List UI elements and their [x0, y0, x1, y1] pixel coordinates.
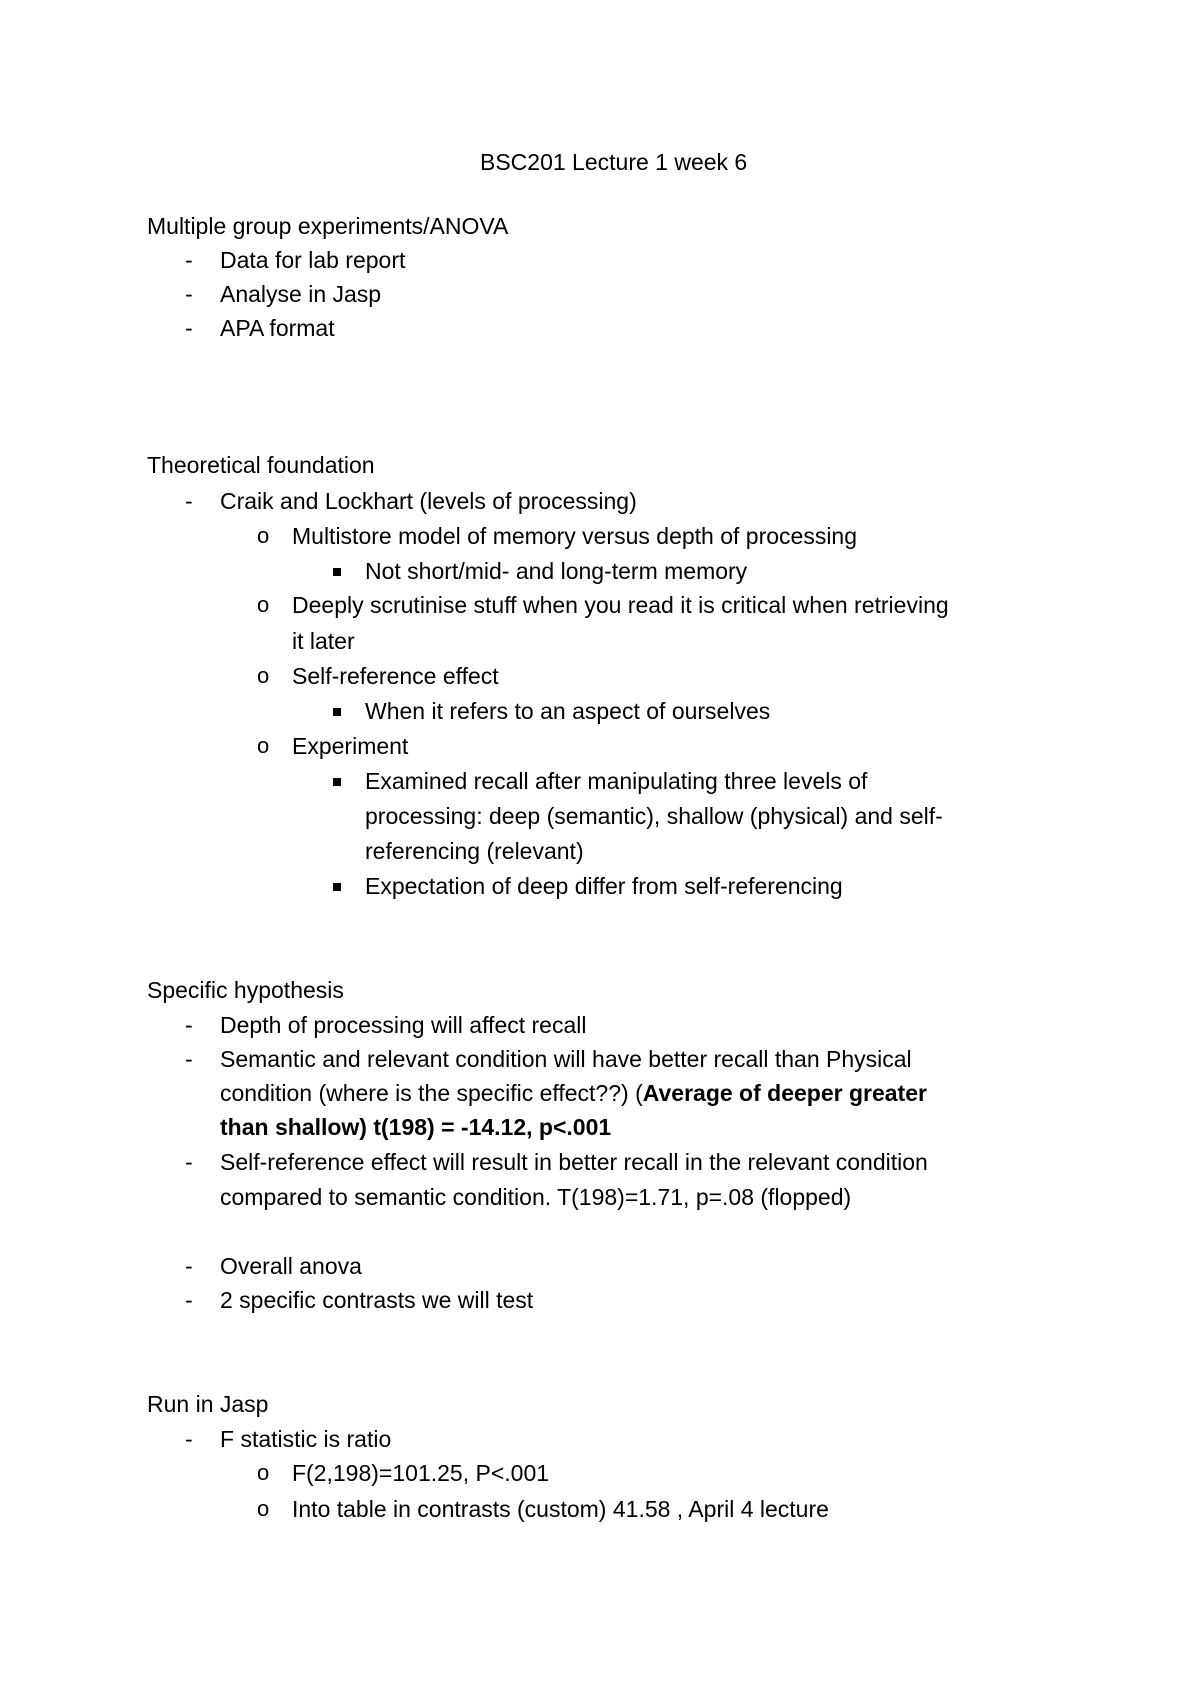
list-item: Data for lab report — [220, 247, 406, 273]
section-heading-jasp: Run in Jasp — [147, 1391, 269, 1417]
circle-bullet: o — [257, 523, 270, 548]
page-title: BSC201 Lecture 1 week 6 — [480, 149, 748, 175]
circle-bullet: o — [257, 663, 270, 688]
sub-list-item: Self-reference effect — [292, 663, 499, 689]
square-bullet — [333, 554, 341, 588]
list-item: 2 specific contrasts we will test — [220, 1287, 534, 1313]
list-item: Self-reference effect will result in better recall in the relevant condition — [220, 1149, 928, 1175]
dash-bullet: - — [185, 315, 193, 341]
list-item: APA format — [220, 315, 335, 341]
dash-bullet: - — [185, 1426, 193, 1452]
dash-bullet: - — [185, 1012, 193, 1038]
dash-bullet: - — [185, 247, 193, 273]
dash-bullet: - — [185, 488, 193, 514]
dash-bullet: - — [185, 1046, 193, 1072]
list-item-continued — [220, 1110, 611, 1144]
list-item: Craik and Lockhart (levels of processing) — [220, 488, 637, 514]
sub-sub-list-item: Expectation of deep differ from self-referencing — [365, 873, 843, 899]
circle-bullet: o — [257, 1460, 270, 1485]
list-item: F statistic is ratio — [220, 1426, 392, 1452]
dash-bullet: - — [185, 1287, 193, 1313]
sub-sub-list-item: When it refers to an aspect of ourselves — [365, 698, 771, 724]
list-item-continued — [220, 1076, 927, 1110]
sub-list-item: Experiment — [292, 733, 409, 759]
sub-sub-list-item-continued: processing: deep (semantic), shallow (physical) and self- — [365, 803, 943, 829]
sub-sub-list-item-continued: referencing (relevant) — [365, 838, 584, 864]
hypothesis-bold-text: Average of deeper greater — [642, 1080, 927, 1106]
sub-list-item: Multistore model of memory versus depth of processing — [292, 523, 858, 549]
circle-bullet: o — [257, 592, 270, 617]
list-item: Analyse in Jasp — [220, 281, 382, 307]
sub-sub-list-item: Examined recall after manipulating three levels of — [365, 768, 868, 794]
dash-bullet: - — [185, 1253, 193, 1279]
sub-sub-list-item: Not short/mid- and long-term memory — [365, 558, 748, 584]
dash-bullet: - — [185, 1149, 193, 1175]
list-item: Semantic and relevant condition will have better recall than Physical — [220, 1046, 912, 1072]
sub-list-item-continued: it later — [292, 628, 355, 654]
section-heading-anova: Multiple group experiments/ANOVA — [147, 213, 509, 239]
square-bullet — [333, 869, 341, 903]
sub-list-item: Deeply scrutinise stuff when you read it is critical when retrieving — [292, 592, 949, 618]
section-heading-theory: Theoretical foundation — [147, 452, 375, 478]
square-bullet — [333, 694, 341, 728]
section-heading-hypothesis: Specific hypothesis — [147, 977, 344, 1003]
circle-bullet: o — [257, 1496, 270, 1521]
dash-bullet: - — [185, 281, 193, 307]
square-bullet — [333, 764, 341, 798]
list-item-continued: compared to semantic condition. T(198)=1.71, p=.08 (flopped) — [220, 1184, 852, 1210]
circle-bullet: o — [257, 733, 270, 758]
sub-list-item: Into table in contrasts (custom) 41.58 , April 4 lecture — [292, 1496, 829, 1522]
t-test-result: t(198) = -14.12, p<.001 — [366, 1114, 612, 1140]
list-item: Overall anova — [220, 1253, 362, 1279]
sub-list-item: F(2,198)=101.25, P<.001 — [292, 1460, 550, 1486]
list-item: Depth of processing will affect recall — [220, 1012, 587, 1038]
hypothesis-text: condition (where is the specific effect??) ( — [220, 1080, 643, 1106]
hypothesis-bold-text: than shallow) — [220, 1114, 367, 1140]
